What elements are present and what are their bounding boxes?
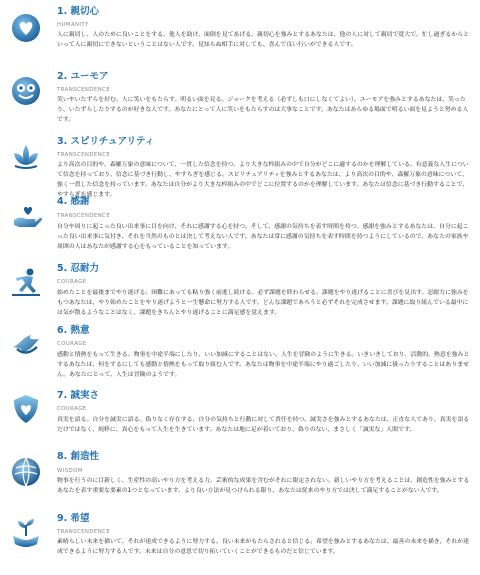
strength-title: 8. 創造性 [57, 451, 100, 462]
sprout-hands-icon [9, 516, 43, 550]
strength-title: 5. 忍耐力 [57, 263, 100, 274]
strength-item-creativity [0, 451, 480, 513]
strength-title: 3. スピリチュアリティ [57, 136, 155, 147]
strength-category: TRANSCENDENCE [57, 529, 111, 535]
strength-item-hope [0, 512, 480, 574]
strength-title: 2. ユーモア [57, 71, 109, 82]
globe-brain-icon [9, 455, 43, 489]
strength-category: COURAGE [57, 279, 87, 285]
strength-description: 人に親切し、人のために良いことをする。他人を助け、面倒を見てあげる。親切心を強みとするあなたは、他の人に対して親切で寛大で、忙し過ぎるからといって人に親切にできないということはない人です。見知らぬ相手に対しても、喜んで良い行いができる人です。 [57, 32, 469, 48]
strength-item-humor [0, 70, 480, 132]
flame-icon [9, 327, 43, 361]
shield-heart-icon [9, 392, 43, 426]
strength-item-honesty [0, 390, 480, 452]
strength-description: 始めたことを最後までやり遂げる。困難にあっても粘り強く前進し続ける。必ず課題を終わらせる。課題をやり遂げることに喜びを見出す。忍耐力に強みをもつあなたは、やり始めたことをやり遂げようと一生懸命に努力する人です。どんな課題であろうと必ずそれを完成させます。課題に取り組んでいる最中には気が散るようなことはなく、課題をきちんとやり遂げることに満足感を覚えます。 [57, 290, 469, 316]
lotus-icon [9, 139, 43, 173]
strength-item-spirituality [0, 135, 480, 197]
strength-title: 1. 親切心 [57, 6, 100, 17]
strength-item-kindness [0, 5, 480, 67]
strength-item-perseverance [0, 263, 480, 325]
person-climbing-icon [9, 265, 43, 299]
strength-description: 物事を行うのに目新しく、生産性の高いやり方を考える力。芸術的な成果を含むがそれに限定されない。新しいやり方を考えることは、創造性を強みとするあなたを表す重要な要素の1つとなっています。より良い方法が見つけられる限り、あなたは従来のやり方では決して満足することがない人です。 [57, 478, 470, 494]
strength-item-gratitude [0, 196, 480, 258]
strength-category: HUMANITY [57, 22, 89, 28]
strength-description: 笑いやいたずらを好む。人に笑いをもたらす。明るい面を見る。ジョークを考える（必ずしも口にしなくてよい）。ユーモアを強みとするあなたは、笑ったり、いたずらしたりするのが好きな人です。あなたにとって人に笑いをもたらすのは大事なことです。あなたはあらゆる場面で明るい面を見ようと努める人です。 [57, 97, 469, 123]
strength-category: TRANSCENDENCE [57, 87, 111, 93]
strength-category: COURAGE [57, 341, 87, 347]
smiling-face-icon [9, 74, 43, 108]
strength-description: 感動と情熱をもって生きる。物事を中途半端にしたり、いい加減にすることはない。人生を冒険のように生きる。いきいきしており、活動的。熱意を強みとするあなたは、何をするにしても感動と情熱をもって取り組む人です。あなたは物事を中途半端にやり過ごしたり、いい加減に扱ったりすることはありません。あなたにとって、人生は冒険のようです。 [57, 352, 470, 378]
strength-description: 真実を語る。自分を誠実に語る。偽りなく存在する。自分の気持ちと行動に対して責任を持つ。誠実さを強みとするあなたは、正直な人であり、真実を語るだけではなく、純粋に、真心をもって人生を生きています。あなたは地に足が着いており、偽りのない、まさしく「誠実な」人間です。 [57, 417, 470, 433]
hand-heart-icon [9, 198, 43, 232]
strength-category: TRANSCENDENCE [57, 213, 111, 219]
strength-description: より高次の目的や、森羅万象の意味について、一貫した信念を持つ。より大きな枠組みの中で自分がどこに適するのかを理解している。有意義な人生について信念を持っており、信念に基づき行動し、やすらぎを感じる。スピリチュアリティを強みとするあなたは、より高次の目的や、森羅万象の意味について、強く一貫した信念を持っています。あなたは自分がより大きな枠組みの中でどこに位置するのかを理解しています。あなたは信念に基づき行動することで、やすらぎを感じます。 [57, 162, 469, 198]
strength-title: 6. 熱意 [57, 325, 90, 336]
strength-description: 素晴らしい未来を描いて、それが達成できるように努力する。良い未来がもたらされると信じる。希望を強みとするあなたは、最善の未来を描き、それが達成できるように努力する人です。未来は自分の意思で切り拓いていくことができるものだと信じています。 [57, 539, 469, 555]
strength-category: COURAGE [57, 406, 87, 412]
strength-title: 9. 希望 [57, 513, 90, 524]
heart-hand-icon [9, 11, 43, 45]
strength-category: TRANSCENDENCE [57, 152, 111, 158]
strength-item-zest [0, 325, 480, 387]
strength-title: 7. 誠実さ [57, 390, 100, 401]
strength-title: 4. 感謝 [57, 196, 90, 207]
strength-description: 自分や周りに起こった良い出来事に目を向け、それに感謝する心を持つ。そして、感謝の気持ちを表す時間を持つ。感謝を強みとするあなたは、自分に起こった良い出来事に気付き、それを当然のものとは決して考えない人です。あなたは常に感謝の気持ちを表す時間を持つようにしているので、あなたの家族や周囲の人はあなたが感謝する心をもっていることを知っています。 [57, 224, 469, 250]
strength-category: WISDOM [57, 468, 83, 474]
